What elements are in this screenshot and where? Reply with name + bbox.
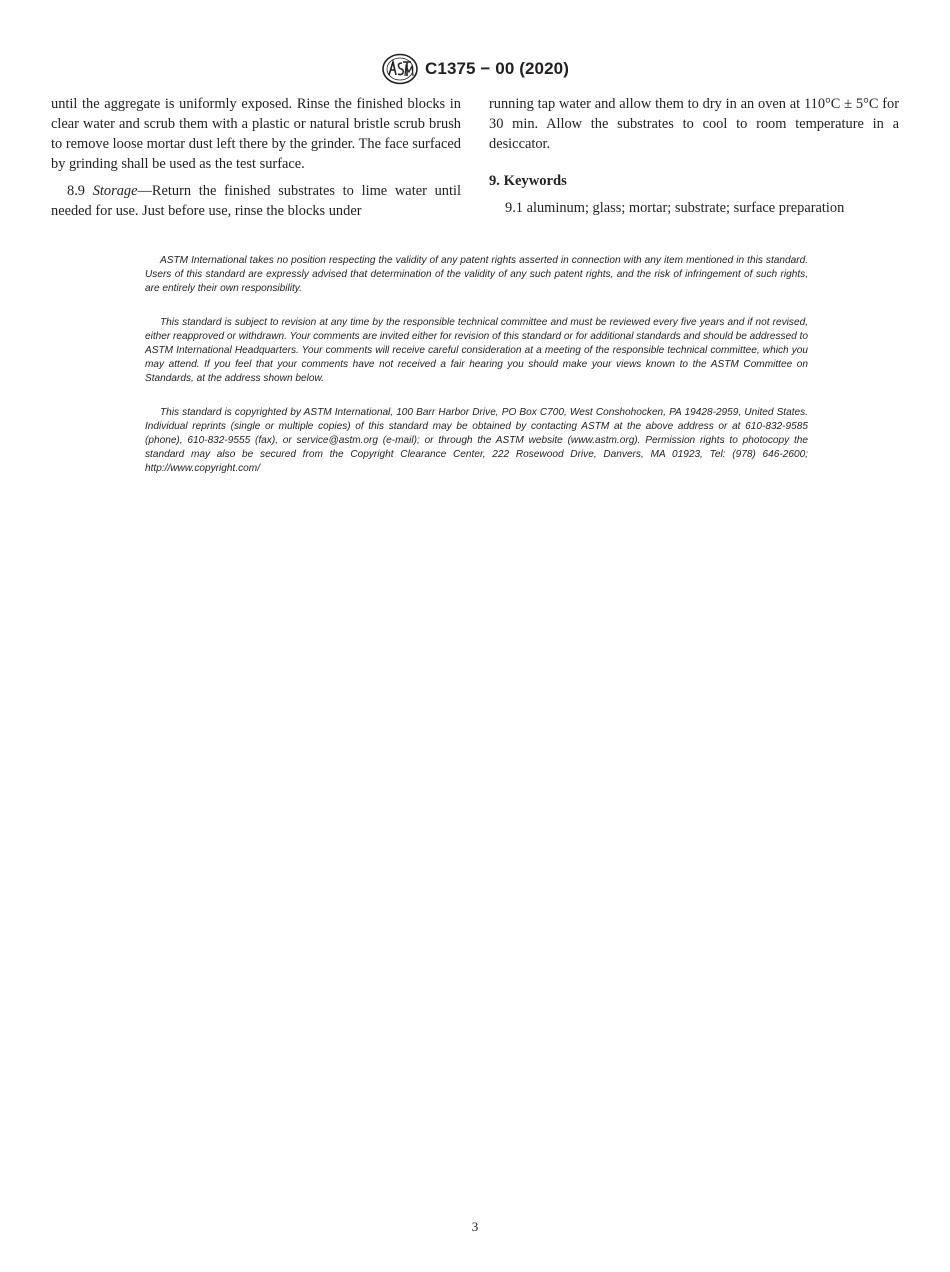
paragraph-text: —Return the finished substrates to lime water until needed for use. Just before use, rinse the blocks under bbox=[51, 183, 461, 219]
astm-logo-icon bbox=[381, 53, 419, 85]
paragraph-8-9 bbox=[51, 181, 461, 221]
paragraph-9-1-keywords: 9.1 aluminum; glass; mortar; substrate; surface preparation bbox=[505, 200, 845, 216]
paragraph-8-9-continuation: running tap water and allow them to dry in an oven at 110°C ± 5°C for 30 min. Allow the substrates to cool to room temperature in a desiccator. bbox=[489, 96, 899, 152]
page-number: 3 bbox=[471, 1219, 479, 1234]
page-header bbox=[0, 52, 950, 86]
section-number: 8.9 bbox=[67, 183, 85, 199]
section-heading-keywords: 9. Keywords bbox=[489, 173, 567, 189]
right-column bbox=[489, 94, 899, 218]
left-column bbox=[51, 94, 461, 221]
revision-notice: This standard is subject to revision at any time by the responsible technical committee and must be reviewed every five years and if not revised, either reapproved or withdrawn. Your comments are invited either for revision of this standard or for additional standards and should be addressed to ASTM International Headquarters. Your comments will receive careful consideration at a meeting of the responsible technical committee, which you may attend. If you feel that your comments have not received a fair hearing you should make your views known to the ASTM Committee on Standards, at the address shown below. bbox=[145, 317, 809, 384]
standard-designation: C1375 − 00 (2020) bbox=[425, 59, 569, 78]
astm-notices bbox=[145, 254, 808, 496]
paragraph-8-8-continuation: until the aggregate is uniformly exposed. Rinse the finished blocks in clear water and scrub them with a plastic or natural bristle scrub brush to remove loose mortar dust left there by the grinder. The face surfaced by grinding shall be used as the test surface. bbox=[51, 96, 461, 172]
subsection-title-storage: Storage bbox=[92, 183, 138, 199]
copyright-notice: This standard is copyrighted by ASTM International, 100 Barr Harbor Drive, PO Box C700, West Conshohocken, PA 19428-2959, United States. Individual reprints (single or multiple copies) of this standard may be obtained by contacting ASTM at the above address or at 610-832-9585 (phone), 610-832-9555 (fax), or service@astm.org (e-mail); or through the ASTM website (www.astm.org). Permission rights to photocopy the standard may also be secured from the Copyright Clearance Center, 222 Rosewood Drive, Danvers, MA 01923, Tel: (978) 646-2600; http://www.copyright.com/ bbox=[145, 407, 808, 474]
patent-notice: ASTM International takes no position respecting the validity of any patent rights asserted in connection with any item mentioned in this standard. Users of this standard are expressly advised that determination of the validity of any such patent rights, and the risk of infringement of such rights, are entirely their own responsibility. bbox=[145, 255, 808, 294]
